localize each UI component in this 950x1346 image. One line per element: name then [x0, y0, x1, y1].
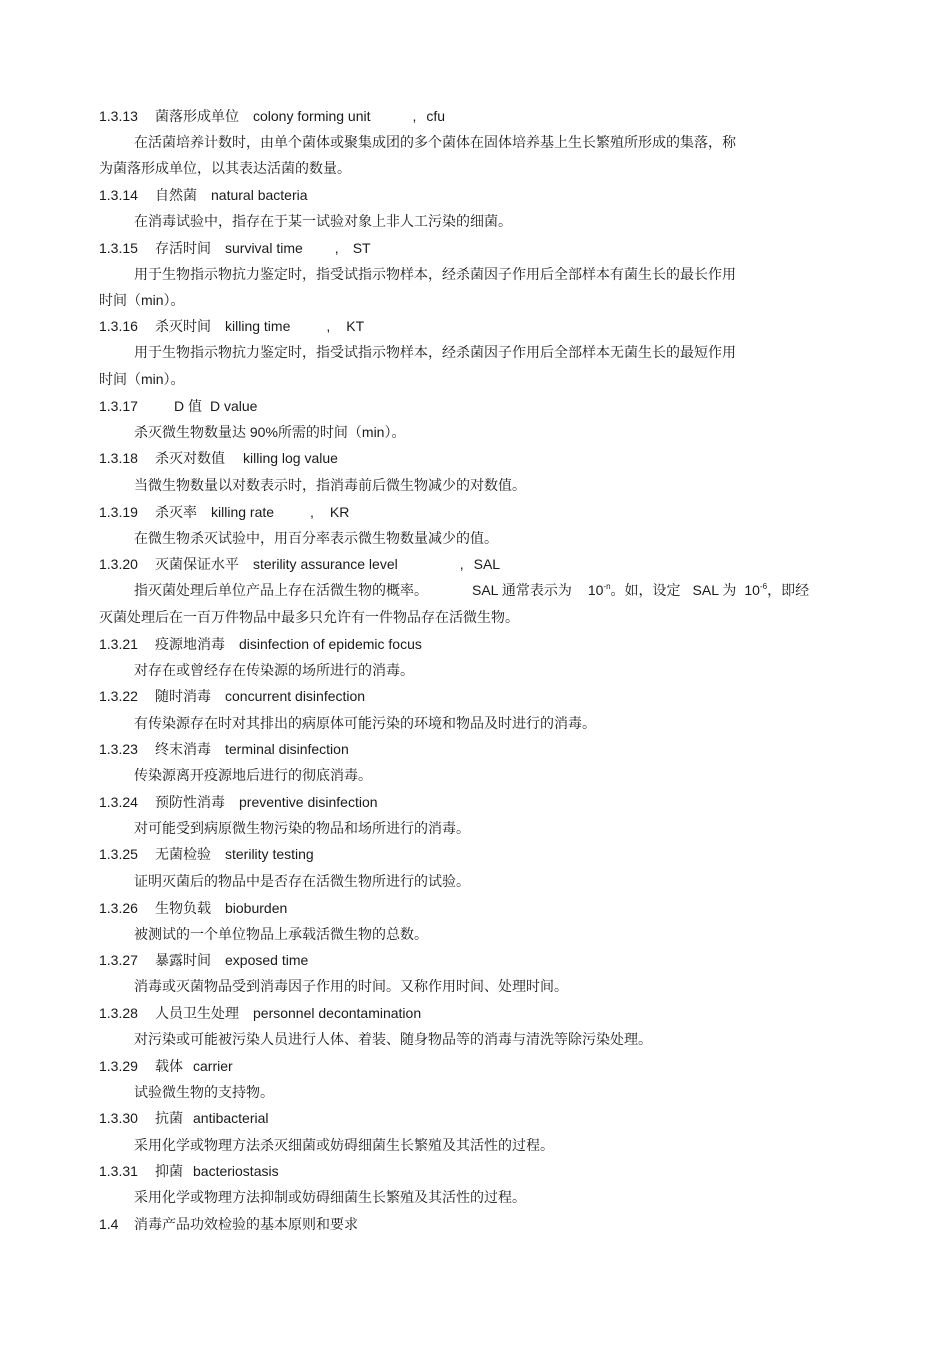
- term-english: D value: [210, 398, 258, 414]
- term-comma: ,: [412, 108, 417, 124]
- term-definition: 证明灭菌后的物品中是否存在活微生物所进行的试验。: [134, 873, 470, 889]
- term-number: 1.3.20: [99, 556, 138, 572]
- term-number: 1.3.19: [99, 504, 138, 520]
- term-english: disinfection of epidemic focus: [239, 636, 422, 652]
- term-comma: ,: [334, 240, 339, 256]
- term-heading: [99, 845, 314, 863]
- term-heading: [99, 1162, 279, 1180]
- term-english: concurrent disinfection: [225, 688, 366, 704]
- term-heading: [99, 449, 338, 467]
- superscript: -n: [603, 582, 611, 591]
- term-definition-continued: 时间（min）。: [99, 371, 185, 387]
- term-heading: [99, 107, 445, 125]
- term-english: exposed time: [225, 952, 309, 968]
- term-english: antibacterial: [193, 1110, 269, 1126]
- term-heading: [99, 1057, 233, 1075]
- term-heading: [99, 1004, 421, 1022]
- term-definition: 在微生物杀灭试验中，用百分率表示微生物数量减少的值。: [134, 530, 498, 546]
- term-chinese: 疫源地消毒: [155, 636, 225, 652]
- term-definition: 有传染源存在时对其排出的病原体可能污染的环境和物品及时进行的消毒。: [134, 715, 596, 731]
- term-heading: [99, 899, 287, 917]
- term-definition: 采用化学或物理方法杀灭细菌或妨碍细菌生长繁殖及其活性的过程。: [134, 1137, 554, 1153]
- term-comma: ,: [459, 556, 464, 572]
- term-chinese: D 值: [174, 398, 202, 414]
- term-chinese: 抑菌: [155, 1163, 183, 1179]
- term-definition: 在消毒试验中，指存在于某一试验对象上非人工污染的细菌。: [134, 213, 512, 229]
- term-number: 1.3.30: [99, 1110, 138, 1126]
- term-heading: [99, 951, 308, 969]
- section-number: 1.4: [99, 1216, 119, 1232]
- term-abbreviation: KT: [346, 318, 365, 334]
- term-chinese: 无菌检验: [155, 846, 211, 862]
- section-title: 消毒产品功效检验的基本原则和要求: [134, 1216, 358, 1232]
- term-number: 1.3.25: [99, 846, 138, 862]
- term-definition: 被测试的一个单位物品上承载活微生物的总数。: [134, 926, 428, 942]
- term-number: 1.3.26: [99, 900, 138, 916]
- term-chinese: 暴露时间: [155, 952, 211, 968]
- term-number: 1.3.29: [99, 1058, 138, 1074]
- term-number: 1.3.18: [99, 450, 138, 466]
- term-english: killing time: [225, 318, 291, 334]
- term-heading: [99, 555, 500, 573]
- term-english: sterility assurance level: [253, 556, 398, 572]
- term-comma: ,: [310, 504, 314, 520]
- term-number: 1.3.23: [99, 741, 138, 757]
- term-number: 1.3.17: [99, 398, 138, 414]
- term-english: natural bacteria: [211, 187, 308, 203]
- term-chinese: 菌落形成单位: [155, 108, 239, 124]
- term-definition: 采用化学或物理方法抑制或妨碍细菌生长繁殖及其活性的过程。: [134, 1189, 526, 1205]
- term-english: carrier: [193, 1058, 233, 1074]
- term-heading: [99, 317, 364, 335]
- term-definition: [134, 581, 809, 599]
- term-abbreviation: SAL: [473, 556, 501, 572]
- term-heading: [99, 186, 308, 204]
- term-comma: ,: [326, 318, 331, 334]
- term-chinese: 自然菌: [155, 187, 197, 203]
- term-english: terminal disinfection: [225, 741, 349, 757]
- term-chinese: 杀灭时间: [155, 318, 211, 334]
- term-definition-continued: 为菌落形成单位，以其表达活菌的数量。: [99, 160, 351, 176]
- term-definition: 用于生物指示物抗力鉴定时，指受试指示物样本，经杀菌因子作用后全部样本有菌生长的最长作用: [134, 266, 736, 282]
- term-english: killing log value: [243, 450, 338, 466]
- term-heading: [99, 687, 365, 705]
- term-number: 1.3.22: [99, 688, 138, 704]
- term-definition-continued: 时间（min）。: [99, 292, 185, 308]
- term-definition: 杀灭微生物数量达 90%所需的时间（min）。: [134, 424, 406, 440]
- term-english: bacteriostasis: [193, 1163, 279, 1179]
- term-heading: [99, 503, 349, 521]
- term-number: 1.3.13: [99, 108, 138, 124]
- term-english: sterility testing: [225, 846, 314, 862]
- superscript: -6: [759, 582, 768, 591]
- definition-text: 10: [587, 582, 604, 598]
- definition-text: SAL 通常表示为: [472, 582, 572, 598]
- term-definition: 对污染或可能被污染人员进行人体、着装、随身物品等的消毒与清洗等除污染处理。: [134, 1031, 652, 1047]
- term-chinese: 终末消毒: [155, 741, 211, 757]
- term-english: killing rate: [211, 504, 275, 520]
- term-chinese: 存活时间: [155, 240, 211, 256]
- term-chinese: 载体: [155, 1058, 183, 1074]
- term-number: 1.3.24: [99, 794, 138, 810]
- term-chinese: 灭菌保证水平: [155, 556, 239, 572]
- term-definition: 在活菌培养计数时，由单个菌体或聚集成团的多个菌体在固体培养基上生长繁殖所形成的集落，称: [134, 134, 736, 150]
- term-english: personnel decontamination: [253, 1005, 422, 1021]
- term-chinese: 杀灭率: [155, 504, 197, 520]
- definition-text: 。如，设定: [610, 582, 681, 598]
- term-number: 1.3.14: [99, 187, 138, 203]
- term-definition: 传染源离开疫源地后进行的彻底消毒。: [134, 767, 372, 783]
- term-definition: 当微生物数量以对数表示时，指消毒前后微生物减少的对数值。: [134, 477, 526, 493]
- definition-text: SAL 为: [692, 582, 737, 598]
- term-abbreviation: ST: [352, 240, 371, 256]
- term-chinese: 随时消毒: [155, 688, 211, 704]
- term-english: colony forming unit: [253, 108, 371, 124]
- term-heading: [99, 793, 378, 811]
- term-english: preventive disinfection: [239, 794, 378, 810]
- term-abbreviation: KR: [329, 504, 350, 520]
- term-heading: [99, 635, 422, 653]
- term-definition: 对可能受到病原微生物污染的物品和场所进行的消毒。: [134, 820, 470, 836]
- term-heading: [99, 397, 257, 415]
- term-chinese: 预防性消毒: [155, 794, 225, 810]
- term-definition: 试验微生物的支持物。: [134, 1084, 274, 1100]
- definition-text: 指灭菌处理后单位产品上存在活微生物的概率。: [134, 582, 428, 598]
- term-number: 1.3.31: [99, 1163, 138, 1179]
- term-abbreviation: cfu: [426, 108, 446, 124]
- section-heading: [99, 1215, 358, 1233]
- term-heading: [99, 1109, 269, 1127]
- term-chinese: 人员卫生处理: [155, 1005, 239, 1021]
- term-definition: 消毒或灭菌物品受到消毒因子作用的时间。又称作用时间、处理时间。: [134, 978, 568, 994]
- term-number: 1.3.15: [99, 240, 138, 256]
- term-heading: [99, 239, 371, 257]
- term-chinese: 杀灭对数值: [155, 450, 225, 466]
- term-english: survival time: [225, 240, 303, 256]
- term-number: 1.3.21: [99, 636, 138, 652]
- term-number: 1.3.28: [99, 1005, 138, 1021]
- term-definition: 用于生物指示物抗力鉴定时，指受试指示物样本，经杀菌因子作用后全部样本无菌生长的最短作用: [134, 344, 736, 360]
- definition-text: 10: [744, 582, 760, 598]
- term-definition-continued: 灭菌处理后在一百万件物品中最多只允许有一件物品存在活微生物。: [99, 609, 519, 625]
- term-number: 1.3.27: [99, 952, 138, 968]
- term-chinese: 生物负载: [155, 900, 211, 916]
- term-chinese: 抗菌: [155, 1110, 183, 1126]
- term-definition: 对存在或曾经存在传染源的场所进行的消毒。: [134, 662, 414, 678]
- definition-text: ，即经: [767, 582, 810, 598]
- term-heading: [99, 740, 349, 758]
- term-number: 1.3.16: [99, 318, 138, 334]
- term-english: bioburden: [225, 900, 288, 916]
